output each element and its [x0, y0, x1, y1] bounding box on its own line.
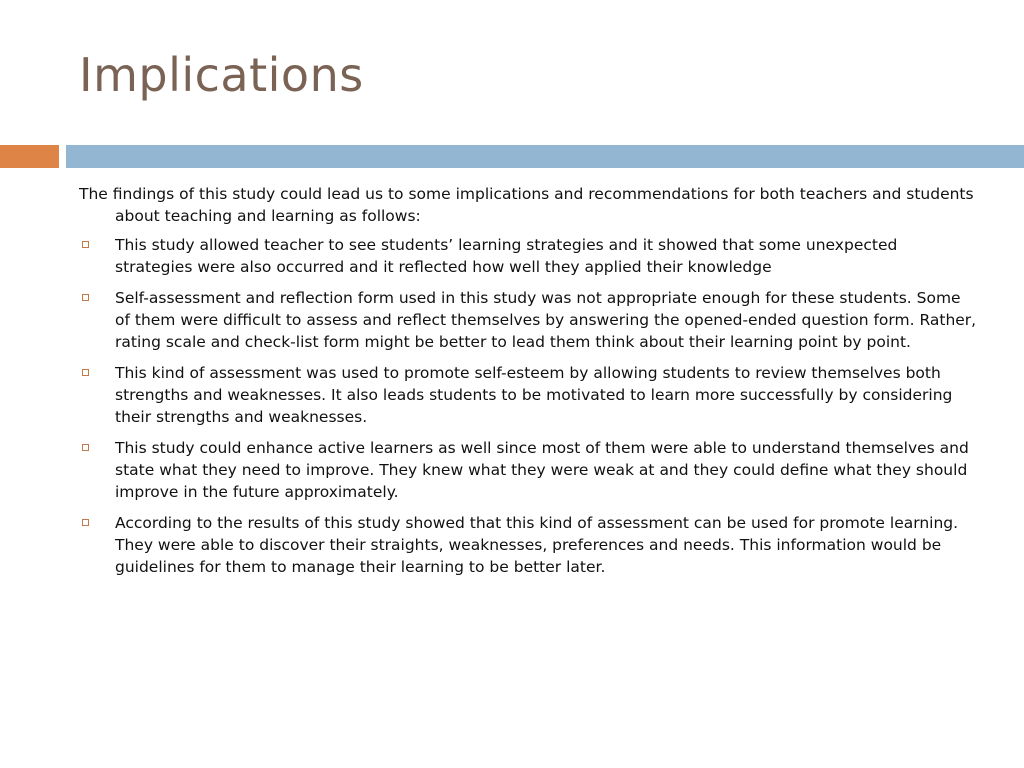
bullet-text: Self-assessment and reflection form used in this study was not appropriate enough for these students. Some of them were difficult to assess and reflect themselves by answering the opened-ended question form. Rather, rating scale and check-list form might be better to lead them think about their learning point by point.	[115, 289, 977, 351]
accent-bar-orange	[0, 145, 59, 168]
hollow-square-bullet-icon	[82, 444, 89, 451]
bullet-item	[79, 437, 979, 503]
bullet-item	[79, 512, 979, 578]
hollow-square-bullet-icon	[82, 241, 89, 248]
hollow-square-bullet-icon	[82, 369, 89, 376]
bullet-list	[79, 234, 979, 578]
hollow-square-bullet-icon	[82, 519, 89, 526]
slide-title: Implications	[79, 48, 364, 102]
bullet-text: According to the results of this study showed that this kind of assessment can be used for promote learning. They were able to discover their straights, weaknesses, preferences and needs. This information would be guidelines for them to manage their learning to be better later.	[115, 514, 959, 576]
slide-body	[79, 183, 979, 587]
intro-paragraph: The findings of this study could lead us to some implications and recommendations for both teachers and students about teaching and learning as follows:	[79, 185, 974, 225]
hollow-square-bullet-icon	[82, 294, 89, 301]
bullet-text: This study could enhance active learners as well since most of them were able to understand themselves and state what they need to improve. They knew what they were weak at and they could define what they should improve in the future approximately.	[115, 439, 969, 501]
bullet-item	[79, 234, 979, 278]
bullet-text: This kind of assessment was used to promote self-esteem by allowing students to review themselves both strengths and weaknesses. It also leads students to be motivated to learn more successfully by considering their strengths and weaknesses.	[115, 364, 953, 426]
bullet-item	[79, 287, 979, 353]
bullet-text: This study allowed teacher to see students’ learning strategies and it showed that some unexpected strategies were also occurred and it reflected how well they applied their knowledge	[115, 236, 898, 276]
accent-bar-blue	[66, 145, 1024, 168]
bullet-item	[79, 362, 979, 428]
